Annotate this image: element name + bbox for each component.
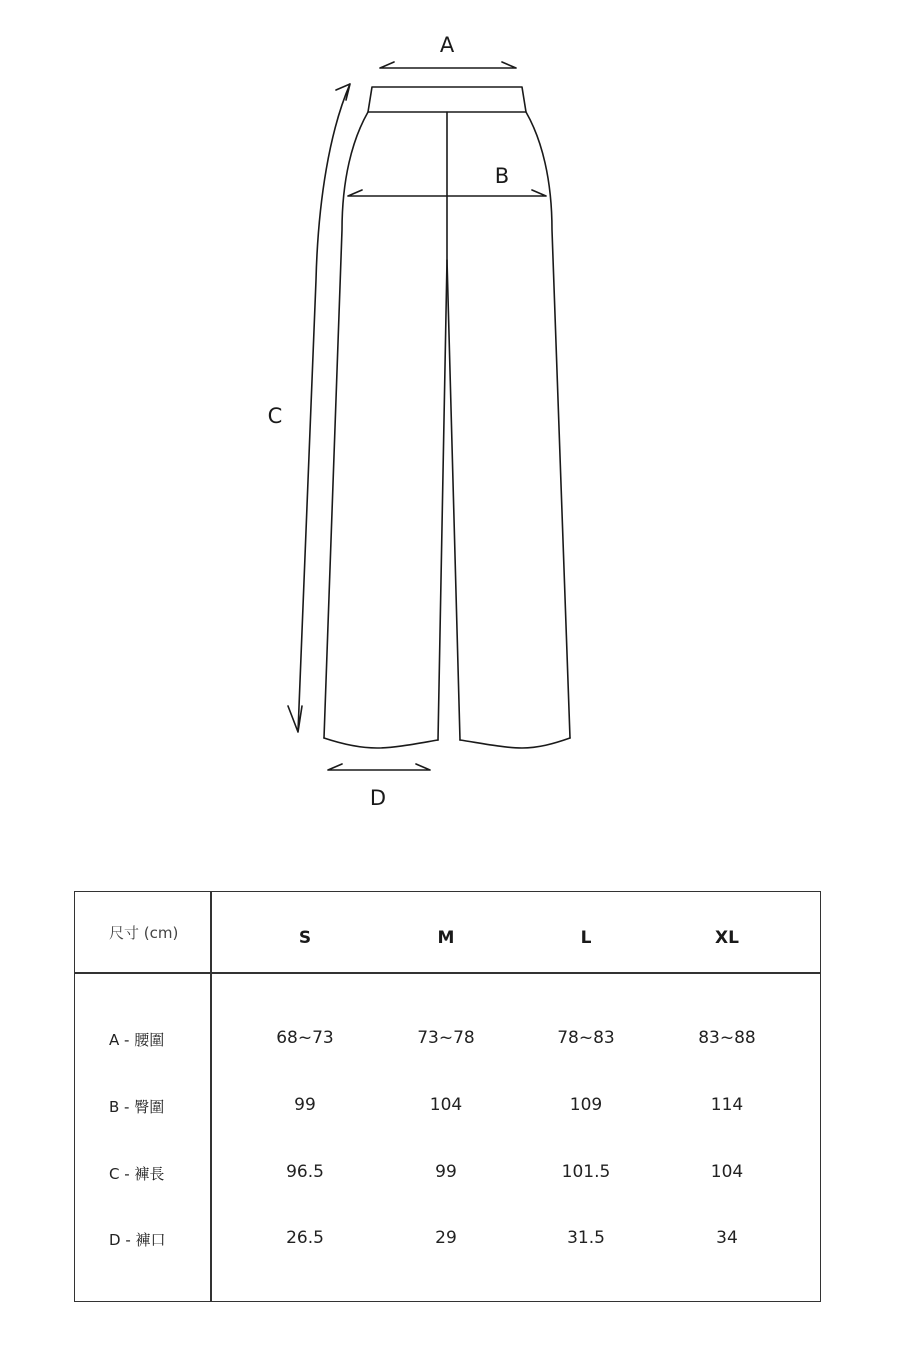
right-outer-seam [526,112,570,738]
row-label-hip: B - 臀圍 [109,1098,165,1116]
table-cell: 99 [294,1095,316,1115]
left-hem [324,738,438,748]
table-cell: 73~78 [417,1028,475,1048]
waistband [368,87,526,112]
length-arrow [288,84,350,732]
inseam-right [447,260,460,740]
table-cell: 83~88 [698,1028,756,1048]
table-divider-horizontal [75,972,820,974]
table-cell: 26.5 [286,1228,324,1248]
row-label-length: C - 褲長 [109,1165,165,1183]
size-header-xl: XL [715,928,739,948]
center-seam [438,112,447,740]
row-label-hem: D - 褲口 [109,1231,166,1249]
table-cell: 34 [716,1228,738,1248]
table-cell: 29 [435,1228,457,1248]
size-header-l: L [580,928,592,948]
table-cell: 99 [435,1162,457,1182]
size-header-s: S [298,928,312,948]
table-cell: 109 [569,1095,603,1115]
label-a: A [439,33,455,57]
table-cell: 31.5 [567,1228,605,1248]
unit-header: 尺寸 (cm) [109,924,179,942]
table-cell: 101.5 [561,1162,611,1182]
label-d: D [369,786,387,810]
right-hem [460,738,570,748]
size-header-m: M [437,928,455,948]
hem-arrow [328,764,430,770]
left-outer-seam [324,112,368,738]
table-cell: 78~83 [557,1028,615,1048]
size-table [74,891,821,1302]
label-c: C [267,404,283,428]
table-cell: 104 [710,1162,744,1182]
table-cell: 96.5 [286,1162,324,1182]
table-divider-vertical [210,892,212,1301]
table-cell: 68~73 [276,1028,334,1048]
waist-arrow [380,62,516,68]
table-cell: 114 [710,1095,744,1115]
label-b: B [494,164,510,188]
table-cell: 104 [429,1095,463,1115]
row-label-waist: A - 腰圍 [109,1031,165,1049]
